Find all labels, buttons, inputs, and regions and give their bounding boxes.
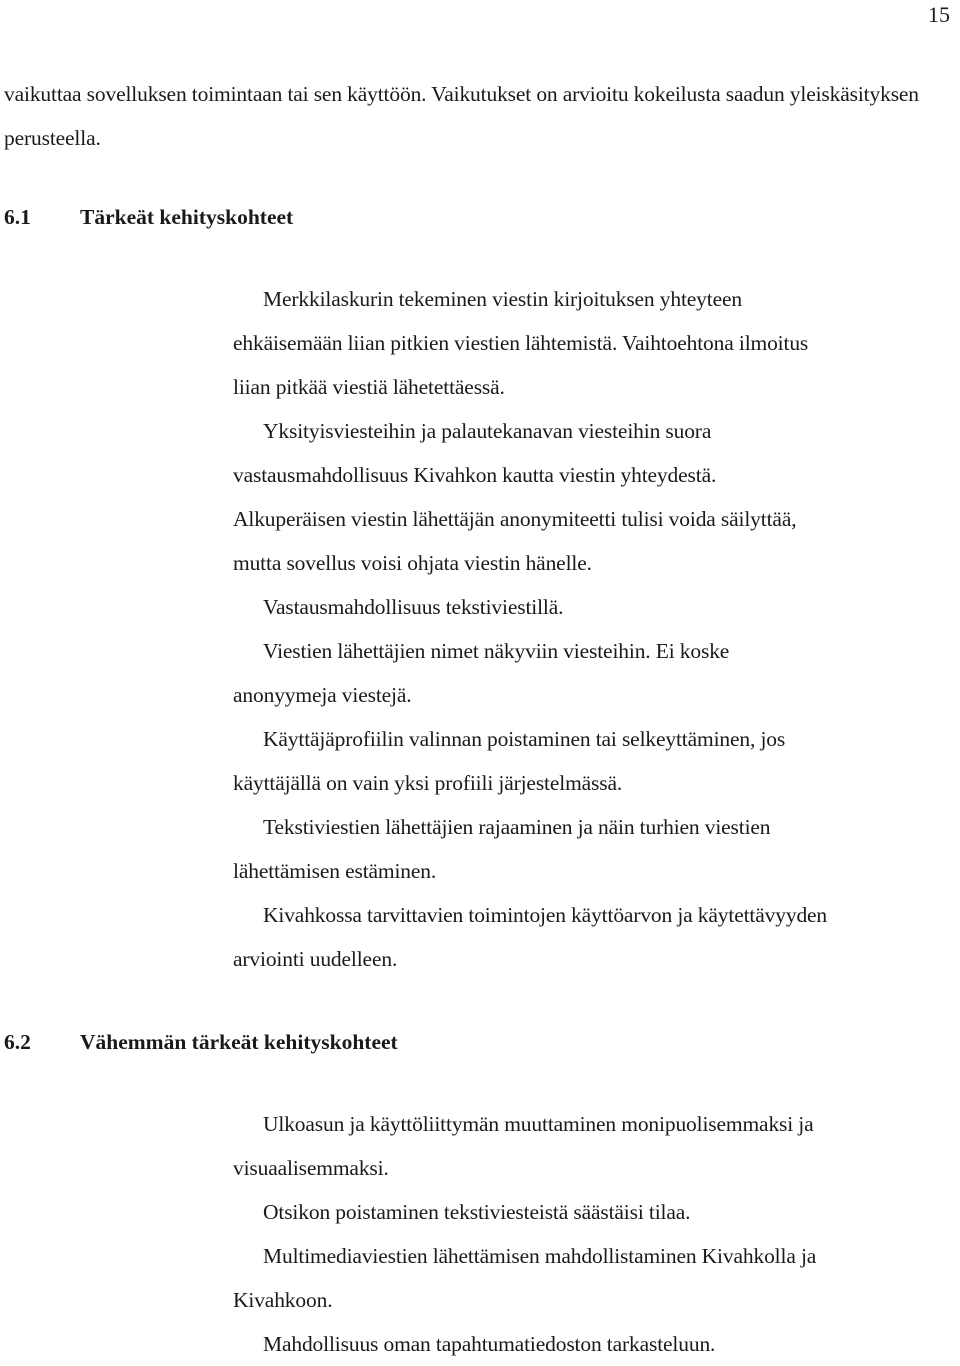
section-title: Tärkeät kehityskohteet [80, 205, 294, 229]
list-item-line: visuaalisemmaksi. [233, 1156, 389, 1180]
list-item-line: ehkäisemään liian pitkien viestien lähtemistä. Vaihtoehtona ilmoitus [233, 331, 809, 355]
page-number: 15 [928, 2, 950, 27]
list-item: Yksityisviesteihin ja palautekanavan viesteihin suora [263, 419, 712, 443]
section-list [233, 277, 953, 981]
section-number: 6.1 [4, 205, 31, 229]
list-item: Mahdollisuus oman tapahtumatiedoston tarkasteluun. [263, 1332, 716, 1356]
list-item-line: Alkuperäisen viestin lähettäjän anonymiteetti tulisi voida säilyttää, [233, 507, 797, 531]
intro-paragraph: vaikuttaa sovelluksen toimintaan tai sen käyttöön. Vaikutukset on arvioitu kokeilusta saadun yleiskäsityksen perusteella. [4, 82, 919, 150]
list-item-line: vastausmahdollisuus Kivahkon kautta viestin yhteydestä. [233, 463, 717, 487]
list-item-line: arviointi uudelleen. [233, 947, 398, 971]
list-item-line: Kivahkoon. [233, 1288, 333, 1312]
section-title: Vähemmän tärkeät kehityskohteet [80, 1030, 398, 1054]
section-heading [4, 1029, 398, 1055]
list-item: Multimediaviestien lähettämisen mahdollistaminen Kivahkolla ja [263, 1244, 817, 1268]
list-item-line: käyttäjällä on vain yksi profiili järjestelmässä. [233, 771, 623, 795]
section-heading [4, 204, 293, 230]
list-item: Ulkoasun ja käyttöliittymän muuttaminen monipuolisemmaksi ja [263, 1112, 814, 1136]
list-item-line: anonyymeja viestejä. [233, 683, 412, 707]
list-item-line: liian pitkää viestiä lähetettäessä. [233, 375, 505, 399]
list-item-line: mutta sovellus voisi ohjata viestin hänelle. [233, 551, 592, 575]
section-number: 6.2 [4, 1030, 31, 1054]
section-list [233, 1102, 953, 1366]
list-item: Otsikon poistaminen tekstiviesteistä säästäisi tilaa. [263, 1200, 691, 1224]
list-item: Merkkilaskurin tekeminen viestin kirjoituksen yhteyteen [263, 287, 742, 311]
list-item-line: lähettämisen estäminen. [233, 859, 437, 883]
list-item: Kivahkossa tarvittavien toimintojen käyttöarvon ja käytettävyyden [263, 903, 828, 927]
list-item: Tekstiviestien lähettäjien rajaaminen ja näin turhien viestien [263, 815, 771, 839]
list-item: Käyttäjäprofiilin valinnan poistaminen tai selkeyttäminen, jos [263, 727, 786, 751]
list-item: Viestien lähettäjien nimet näkyviin viesteihin. Ei koske [263, 639, 730, 663]
list-item: Vastausmahdollisuus tekstiviestillä. [263, 595, 564, 619]
